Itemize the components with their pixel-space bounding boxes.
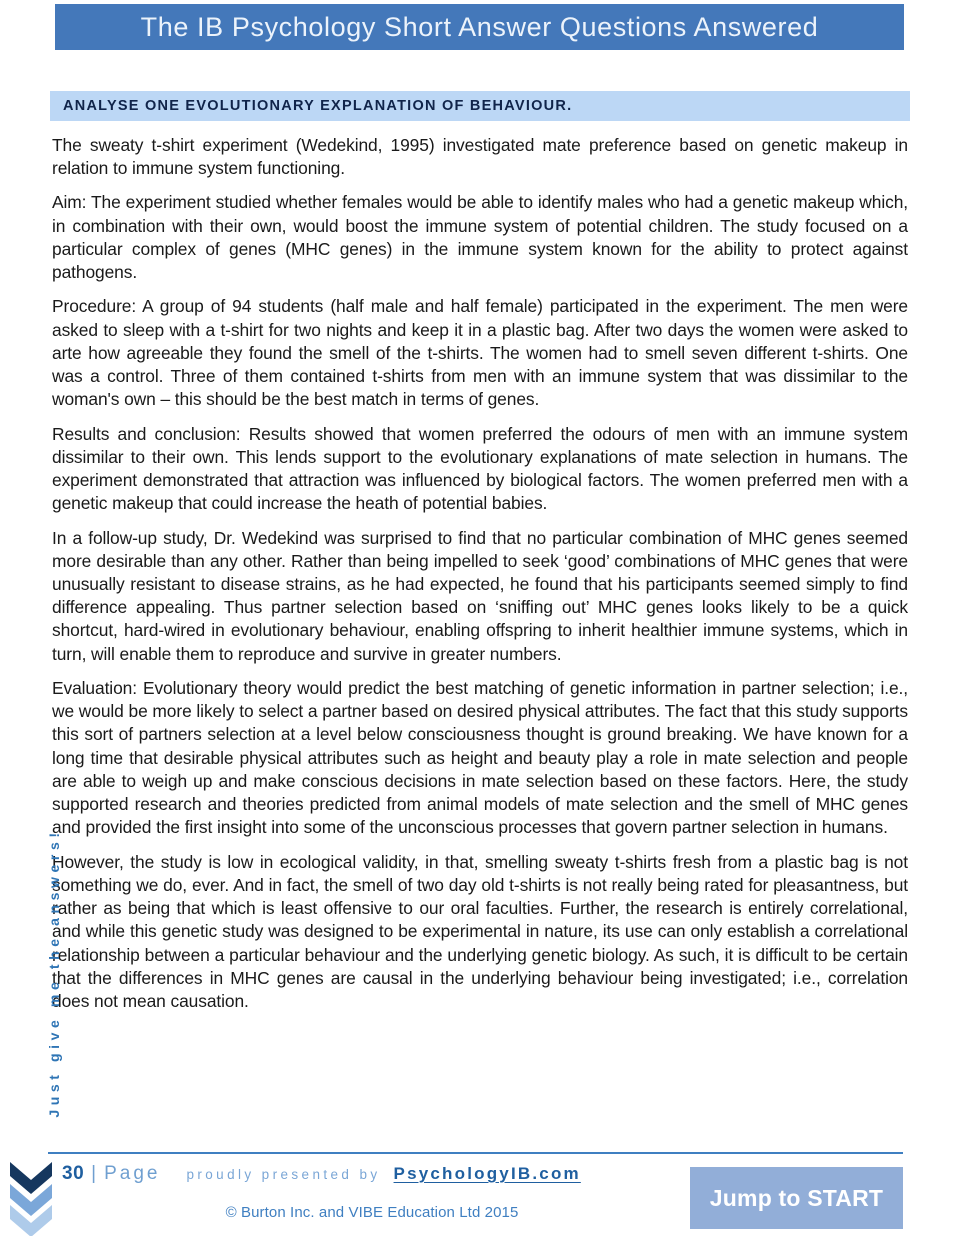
page-number: 30 — [62, 1163, 85, 1184]
section-heading-label: ANALYSE ONE EVOLUTIONARY EXPLANATION OF BEHAVIOUR. — [63, 97, 573, 114]
paragraph: Aim: The experiment studied whether females would be able to identify males who had a genetic makeup which, in combination with their own, would boost the immune system of potential children. The study focused on a particular complex of genes (MHC genes) in the immune system known for the ability to protect against pathogens. — [52, 192, 908, 283]
paragraph: However, the study is low in ecological validity, in that, smelling sweaty t-shirts fresh from a plastic bag is not something we do, ever. And in fact, the smell of two day old t-shirts is not really being rated for pleasantness, but rather as being that which is least offensive to our oral faculties. Further, the research is entirely correlational, and while this genetic study was designed to be experimental in nature, its use can only establish a correlational relationship between a particular behaviour and the underlying genetic biology. As such, it is difficult to be certain that the differences in MHC genes are causal in the underlying behaviour being investigated; i.e., correlation does not mean causation. — [52, 851, 908, 1011]
copyright-text: © Burton Inc. and VIBE Education Ltd 2015 — [225, 1204, 519, 1221]
page-title: The IB Psychology Short Answer Questions Answered — [140, 11, 819, 42]
page-label: Page — [104, 1163, 161, 1184]
proudly-presented-text: proudly presented by — [186, 1167, 381, 1182]
footer-divider — [48, 1152, 903, 1154]
chevron-down-icon — [8, 1160, 54, 1236]
header-banner — [55, 4, 904, 50]
footer-credit-line — [62, 1163, 581, 1185]
paragraph: Results and conclusion: Results showed that women preferred the odours of men with an immune system dissimilar to their own. This lends support to the evolutionary explanations of mate selection in humans. The experiment demonstrated that attraction was influenced by biological factors. The women preferred men with a genetic makeup that could increase the heath of potential babies. — [52, 423, 908, 514]
chevron-stack-icon — [8, 1160, 54, 1236]
paragraph: The sweaty t-shirt experiment (Wedekind, 1995) investigated mate preference based on genetic makeup in relation to immune system functioning. — [52, 135, 908, 179]
body-text-column — [52, 134, 908, 1013]
paragraph: In a follow-up study, Dr. Wedekind was surprised to find that no particular combination of MHC genes seemed more desirable than any other. Rather than being impelled to seek ‘good’ combinations of MHC genes that were unusually resistant to disease strains, as he had expected, he found that his participants seemed simply to find difference appealing. Thus partner selection based on ‘sniffing out’ MHC genes looks likely to be a quick shortcut, hard-wired in evolutionary behaviour, enabling offspring to inherit healthier immune systems, which in turn, will enable them to reproduce and survive in greater numbers. — [52, 527, 908, 664]
paragraph: Evaluation: Evolutionary theory would predict the best matching of genetic information in partner selection; i.e., we would be more likely to select a partner based on desired physical attributes. The fact that this study supports this sort of partners selection at a level below consciousness thought is ground breaking. We have known for a long time that desirable physical attributes such as height and beauty play a role in mate selection and people are able to weigh up and make conscious decisions in mate selection based on these factors. Here, the study supported research and theories predicted from animal models of mate selection and the smell of MHC genes and provided the first insight into some of the unconscious processes that govern partner selection in humans. — [52, 677, 908, 838]
jump-to-start-label: Jump to START — [709, 1184, 884, 1211]
page-separator: | — [91, 1163, 98, 1184]
jump-to-start-button[interactable] — [690, 1167, 903, 1229]
paragraph: Procedure: A group of 94 students (half male and half female) participated in the experiment. The men were asked to sleep with a t-shirt for two nights and keep it in a plastic bag. After two days the women were asked to arte how agreeable they found the smell of the t-shirts. The women had to smell seven different t-shirts. One was a control. Three of them contained t-shirts from men with an immune system that was dissimilar to the woman's own – this should be the best match in terms of genes. — [52, 296, 908, 410]
sidebar-tagline: Just give me the answers! — [46, 828, 62, 1118]
section-heading-bar — [50, 91, 910, 121]
brand-link[interactable]: PsychologyIB.com — [393, 1164, 581, 1183]
